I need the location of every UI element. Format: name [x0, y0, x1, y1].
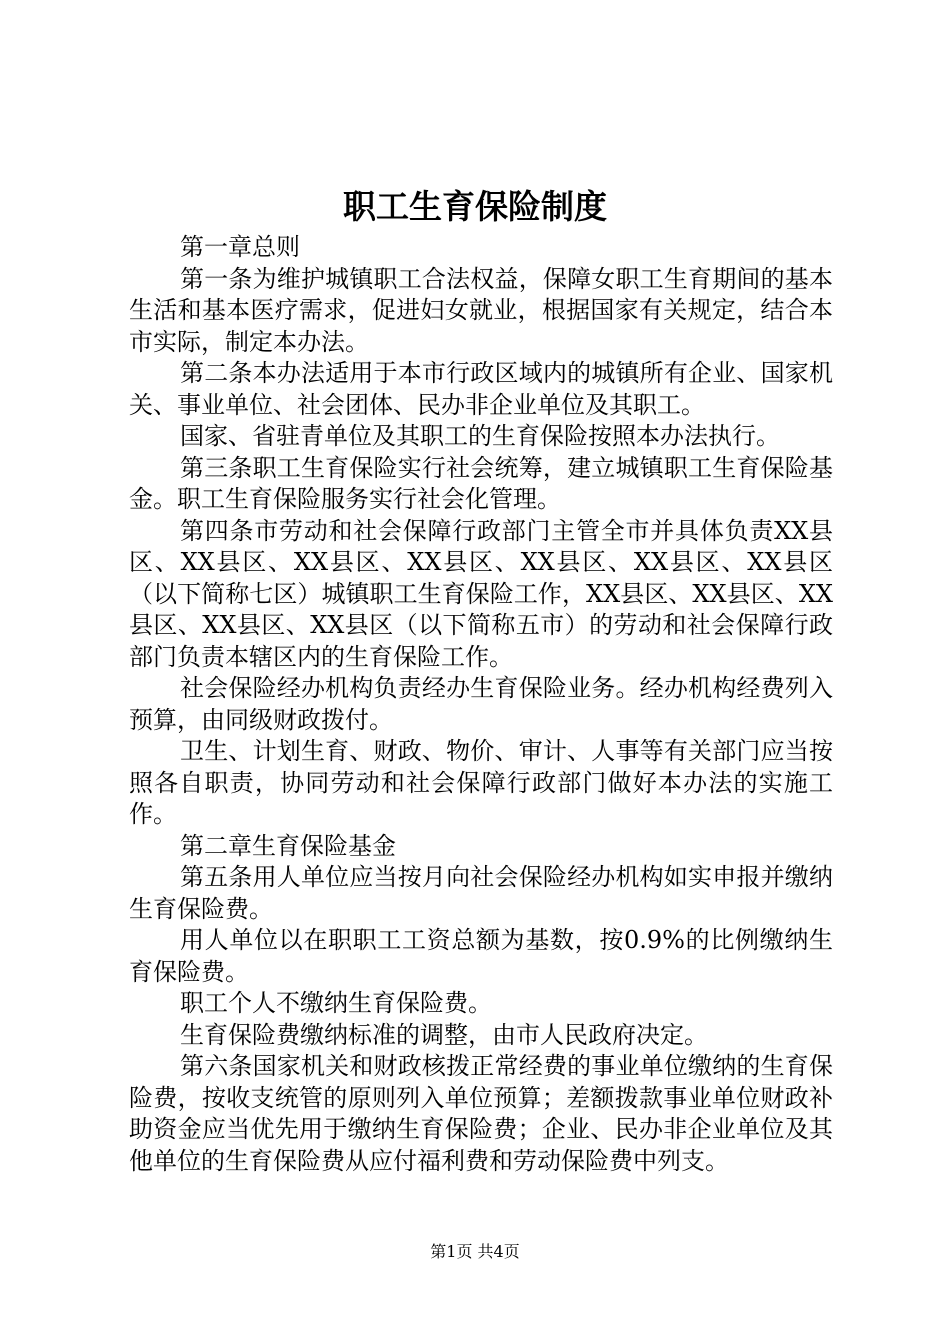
page-title: 职工生育保险制度: [343, 187, 607, 226]
paragraph: 第六条国家机关和财政核拨正常经费的事业单位缴纳的生育保险费，按收支统管的原则列入单位预算；差额拨款事业单位财政补助资金应当优先用于缴纳生育保险费；企业、民办非企业单位及其他单位的生育保险费从应付福利费和劳动保险费中列支。: [129, 1052, 833, 1175]
paragraph: 用人单位以在职职工工资总额为基数，按0.9%的比例缴纳生育保险费。: [129, 926, 833, 986]
paragraph: 职工个人不缴纳生育保险费。: [180, 989, 492, 1017]
paragraph: 第一条为维护城镇职工合法权益，保障女职工生育期间的基本生活和基本医疗需求，促进妇女就业，根据国家有关规定，结合本市实际，制定本办法。: [129, 264, 833, 356]
paragraph: 生育保险费缴纳标准的调整，由市人民政府决定。: [180, 1020, 708, 1049]
paragraph: 第四条市劳动和社会保障行政部门主管全市并具体负责XX县区、XX县区、XX县区、XX县区、XX县区、XX县区、XX县区（以下简称七区）城镇职工生育保险工作，XX县区、XX县区、XX县区、XX县区、XX县区（以下简称五市）的劳动和社会保障行政部门负责本辖区内的生育保险工作。: [129, 516, 833, 671]
paragraph: 第三条职工生育保险实行社会统筹，建立城镇职工生育保险基金。职工生育保险服务实行社会化管理。: [129, 453, 833, 513]
page-number: 第1页 共4页: [430, 1242, 520, 1261]
paragraph: 国家、省驻青单位及其职工的生育保险按照本办法执行。: [180, 422, 780, 450]
chapter-heading: 第二章生育保险基金: [180, 831, 396, 860]
paragraph: 社会保险经办机构负责经办生育保险业务。经办机构经费列入预算，由同级财政拨付。: [129, 674, 833, 734]
document-body: [129, 232, 833, 1177]
paragraph: 第二条本办法适用于本市行政区域内的城镇所有企业、国家机关、事业单位、社会团体、民办非企业单位及其职工。: [129, 359, 833, 419]
paragraph: 卫生、计划生育、财政、物价、审计、人事等有关部门应当按照各自职责，协同劳动和社会保障行政部门做好本办法的实施工作。: [129, 737, 833, 828]
paragraph: 第五条用人单位应当按月向社会保险经办机构如实申报并缴纳生育保险费。: [129, 863, 833, 923]
chapter-heading: 第一章总则: [180, 233, 300, 261]
